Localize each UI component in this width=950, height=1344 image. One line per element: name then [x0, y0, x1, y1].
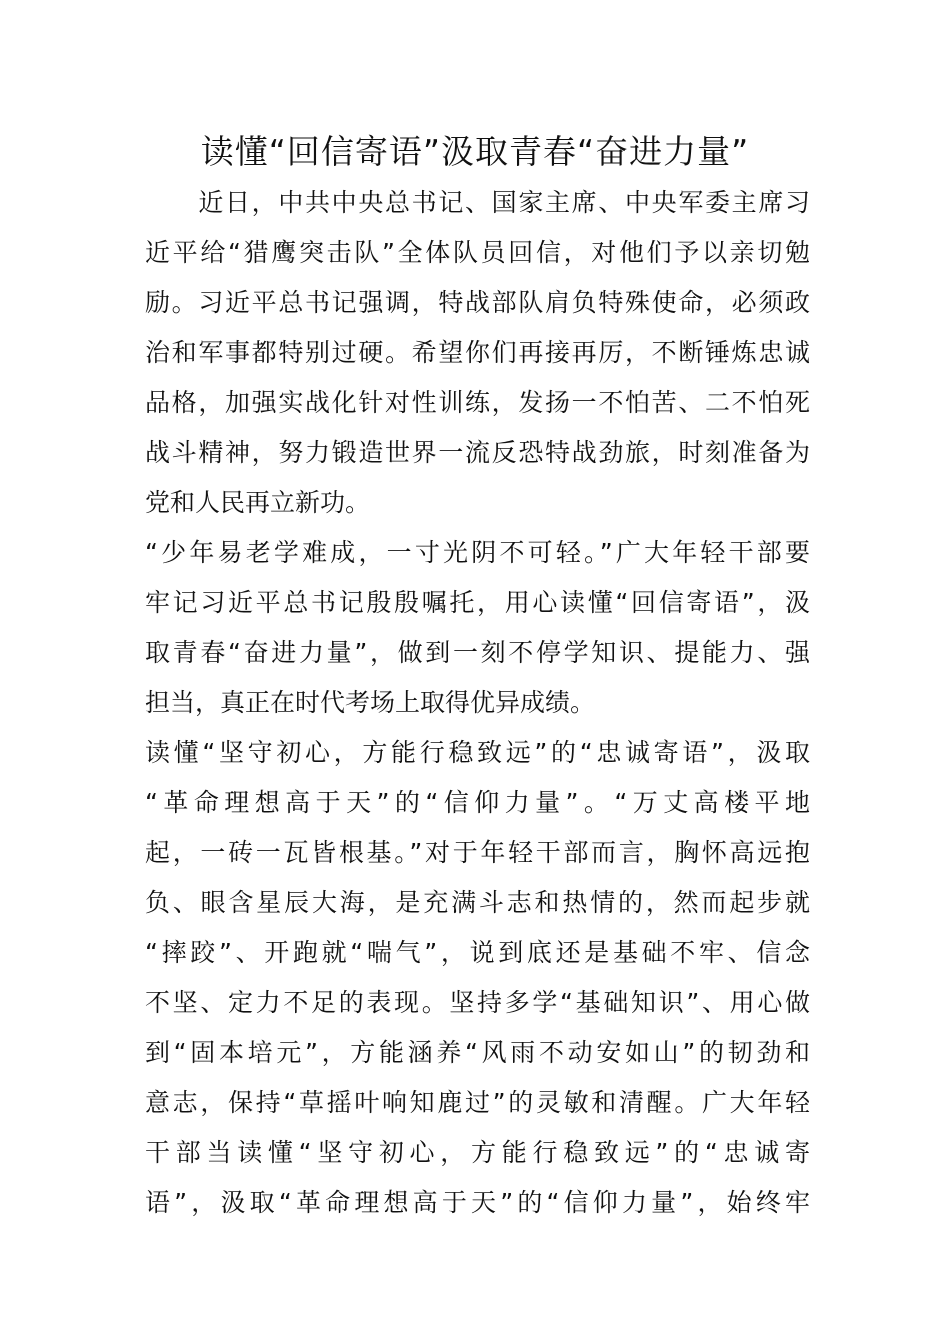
- text-line: 意志，保持“草摇叶响知鹿过”的灵敏和清醒。广大年轻: [145, 1088, 810, 1117]
- text-line: “摔跤”、开跑就“喘气”，说到底还是基础不牢、信念: [145, 938, 810, 967]
- text-line: 近平给“猎鹰突击队”全体队员回信，对他们予以亲切勉: [145, 238, 810, 267]
- text-line: “少年易老学难成，一寸光阴不可轻。”广大年轻干部要: [145, 538, 810, 567]
- document-body: [145, 178, 810, 1228]
- text-line: 语”，汲取“革命理想高于天”的“信仰力量”，始终牢: [145, 1188, 810, 1217]
- text-line: 战斗精神，努力锻造世界一流反恐特战劲旅，时刻准备为: [145, 438, 810, 467]
- text-line: 党和人民再立新功。: [145, 488, 371, 517]
- text-line: 治和军事都特别过硬。希望你们再接再厉，不断锤炼忠诚: [145, 338, 810, 367]
- text-line: 牢记习近平总书记殷殷嘱托，用心读懂“回信寄语”，汲: [145, 588, 810, 617]
- text-line: 取青春“奋进力量”，做到一刻不停学知识、提能力、强: [145, 638, 810, 667]
- text-line: 品格，加强实战化针对性训练，发扬一不怕苦、二不怕死: [145, 388, 810, 417]
- text-line: 近日，中共中央总书记、国家主席、中央军委主席习: [145, 188, 810, 217]
- text-line: “革命理想高于天”的“信仰力量”。“万丈高楼平地: [145, 788, 810, 817]
- paragraph-3: [145, 728, 810, 1228]
- text-line: 到“固本培元”，方能涵养“风雨不动安如山”的韧劲和: [145, 1038, 810, 1067]
- text-line: 负、眼含星辰大海，是充满斗志和热情的，然而起步就: [145, 888, 810, 917]
- text-line: 担当，真正在时代考场上取得优异成绩。: [145, 688, 596, 717]
- text-line: 干部当读懂“坚守初心，方能行稳致远”的“忠诚寄: [145, 1138, 810, 1167]
- document-title: 读懂“回信寄语”汲取青春“奋进力量”: [200, 132, 750, 171]
- text-line: 读懂“坚守初心，方能行稳致远”的“忠诚寄语”，汲取: [145, 738, 810, 767]
- paragraph-1: [145, 178, 810, 528]
- paragraph-2: [145, 528, 810, 728]
- text-line: 起，一砖一瓦皆根基。”对于年轻干部而言，胸怀高远抱: [145, 838, 810, 867]
- text-line: 励。习近平总书记强调，特战部队肩负特殊使命，必须政: [145, 288, 810, 317]
- text-line: 不坚、定力不足的表现。坚持多学“基础知识”、用心做: [145, 988, 810, 1017]
